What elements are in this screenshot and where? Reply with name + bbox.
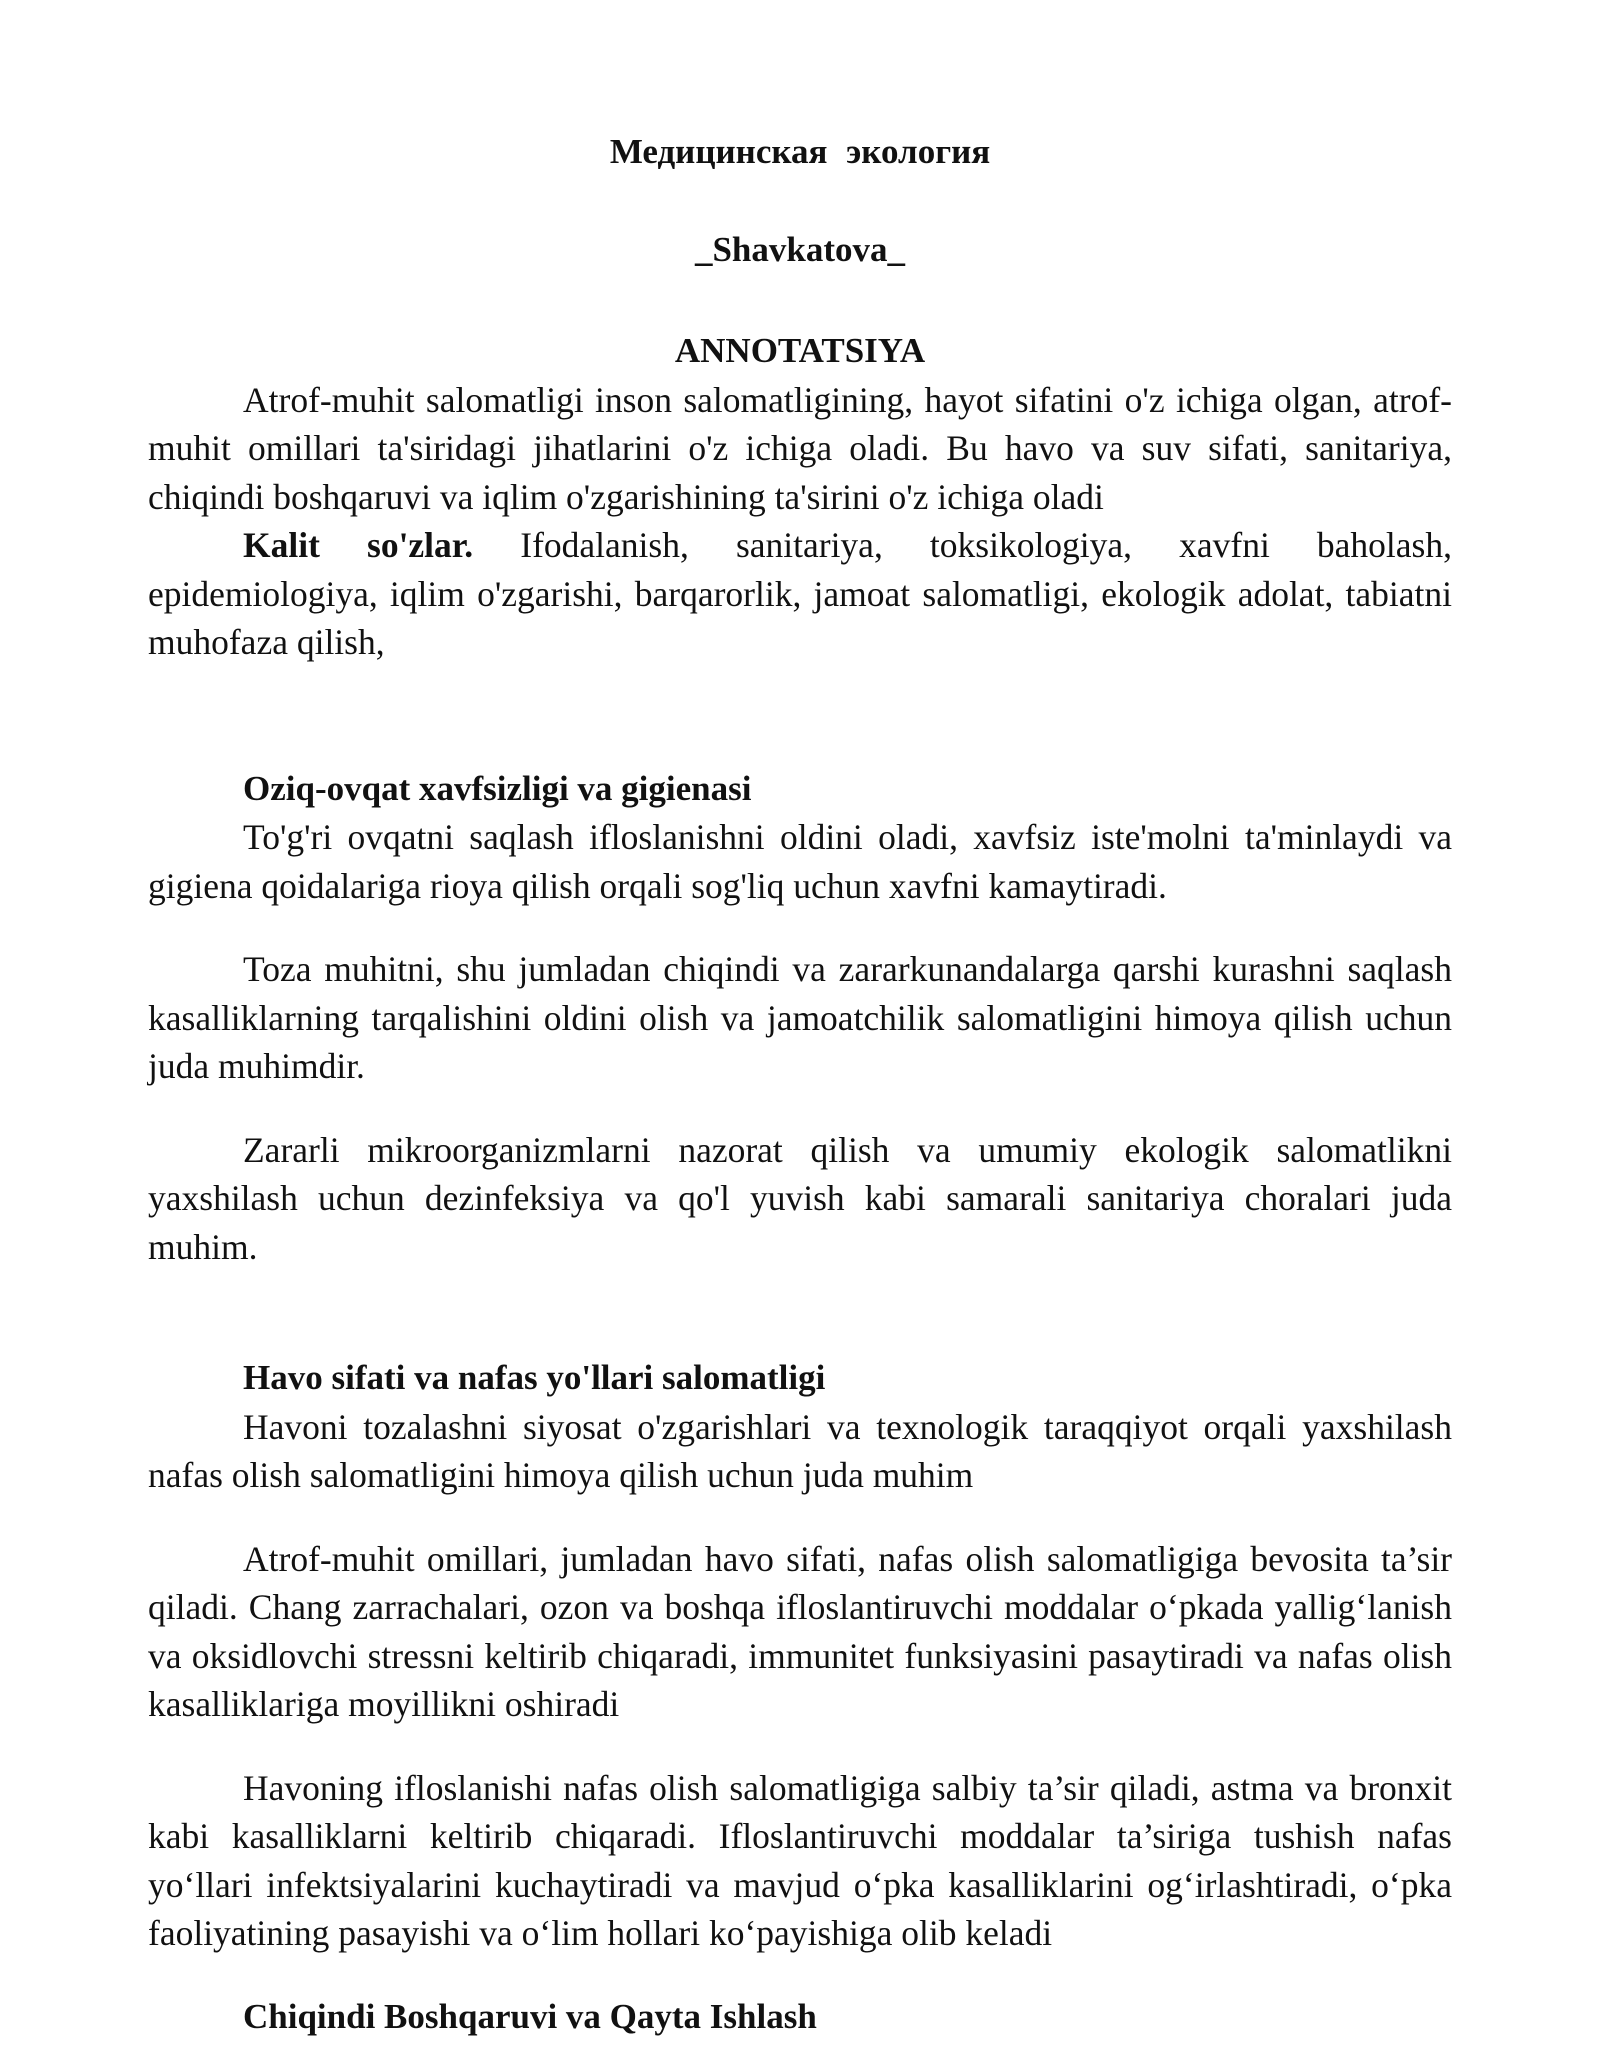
keywords-list: Ifodalanish, sanitariya, toksikologiya, xavfni baholash, epidemiologiya, iqlim o'zgarishi, barqarorlik, jamoat salomatligi, ekologik adolat, tabiatni muhofaza qilish,: [148, 525, 1452, 662]
food-paragraph-1: To'g'ri ovqatni saqlash ifloslanishni oldini oladi, xavfsiz iste'molni ta'minlaydi va gigiena qoidalariga rioya qilish orqali sog'liq uchun xavfni kamaytiradi.: [148, 817, 1452, 906]
document-title: Медицинская экология: [609, 132, 991, 171]
food-paragraph-2: Toza muhitni, shu jumladan chiqindi va zararkunandalarga qarshi kurashni saqlash kasalliklarning tarqalishini oldini olish va jamoatchilik salomatligini himoya qilish uchun juda muhimdir.: [148, 949, 1452, 1086]
annotation-heading: ANNOTATSIYA: [674, 331, 926, 370]
section-heading-waste-management: Chiqindi Boshqaruvi va Qayta Ishlash: [243, 1996, 817, 2036]
keywords-label: Kalit so'zlar.: [243, 525, 474, 565]
section-heading-food-safety: Oziq-ovqat xavfsizligi va gigienasi: [243, 768, 752, 808]
author-name: _Shavkatova_: [694, 229, 906, 269]
air-paragraph-1: Havoni tozalashni siyosat o'zgarishlari va texnologik taraqqiyot orqali yaxshilash nafas olish salomatligini himoya qilish uchun juda muhim: [148, 1406, 1452, 1495]
keywords-paragraph: [148, 521, 1452, 667]
food-paragraph-3: Zararli mikroorganizmlarni nazorat qilish va umumiy ekologik salomatlikni yaxshilash uchun dezinfeksiya va qo'l yuvish kabi samarali sanitariya choralari juda muhim.: [148, 1129, 1452, 1267]
annotation-paragraph: Atrof-muhit salomatligi inson salomatligining, hayot sifatini o'z ichiga olgan, atrof-muhit omillari ta'siridagi jihatlarini o'z ichiga oladi. Bu havo va suv sifati, sanitariya, chiqindi boshqaruvi va iqlim o'zgarishining ta'sirini o'z ichiga oladi: [148, 379, 1452, 517]
section-heading-air-quality: Havo sifati va nafas yo'llari salomatligi: [243, 1358, 826, 1397]
air-paragraph-2: Atrof-muhit omillari, jumladan havo sifati, nafas olish salomatligiga bevosita ta’sir qiladi. Chang zarrachalari, ozon va boshqa ifloslantiruvchi moddalar o‘pkada yallig‘lanish va oksidlovchi stressni keltirib chiqaradi, immunitet funksiyasini pasaytiradi va nafas olish kasalliklariga moyillikni oshiradi: [148, 1538, 1452, 1724]
document-page: [148, 0, 1452, 2041]
air-paragraph-3: Havoning ifloslanishi nafas olish salomatligiga salbiy ta’sir qiladi, astma va bronxit kabi kasalliklarni keltirib chiqaradi. Ifloslantiruvchi moddalar ta’siriga tushish nafas yo‘llari infektsiyalarini kuchaytiradi va mavjud o‘pka kasalliklarini og‘irlashtiradi, o‘pka faoliyatining pasayishi va o‘lim hollari ko‘payishiga olib keladi: [148, 1767, 1452, 1953]
